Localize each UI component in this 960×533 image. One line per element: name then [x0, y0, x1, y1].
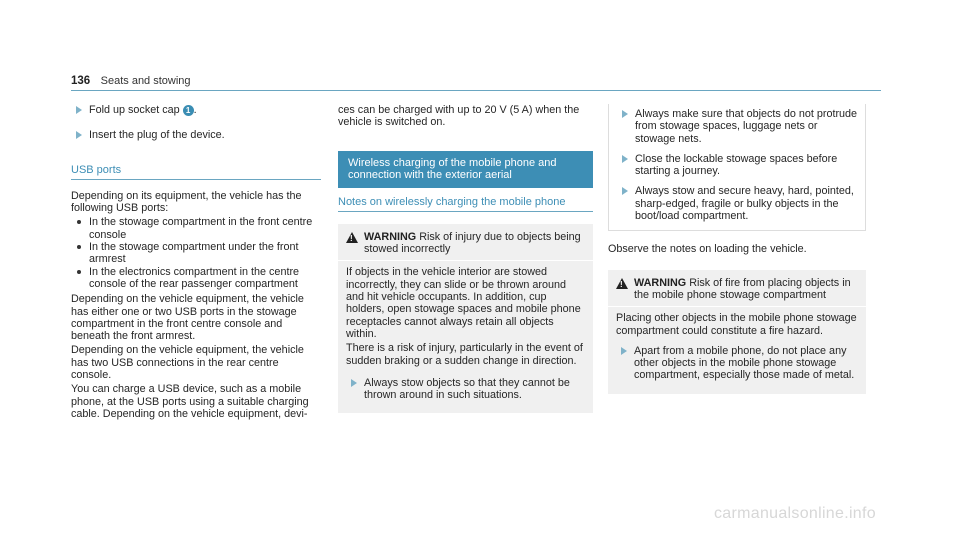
usb-ports-heading: USB ports — [71, 164, 321, 180]
warning-para-1: If objects in the vehicle interior are stowed incorrectly, they can slide or be thrown around and hit vehicle occupants. In addition, cup holders, open stowage spaces and mobile phone receptacles cannot always retain all objects within. — [346, 266, 581, 340]
warning-step: Always stow and secure heavy, hard, pointed, sharp-edged, fragile or bulky objects in the boot/load compartment. — [617, 185, 859, 222]
bullet-item: In the electronics compartment in the centre console of the rear passenger compartment — [71, 266, 321, 291]
step-text: Fold up socket cap — [89, 104, 180, 116]
warning-title: Risk of injury due to objects being stowed incorrectly — [364, 230, 581, 256]
section-title: Seats and stowing — [100, 75, 191, 87]
usb-para-3: Depending on the vehicle equipment, the vehicle has two USB connections in the rear centre console. — [71, 344, 304, 382]
warning-step: Always make sure that objects do not protrude from stowage spaces, luggage nets or stowage nets. — [617, 108, 859, 145]
usb-para-4: You can charge a USB device, such as a mobile phone, at the USB ports using a suitable charging cable. Depending on the vehicle equipment, devi- — [71, 383, 309, 420]
warning-header — [338, 224, 593, 262]
warning-box-fire — [608, 270, 866, 394]
warning-step: Apart from a mobile phone, do not place any other objects in the mobile phone stowage compartment, especially those made of metal. — [616, 345, 860, 382]
warning-title: Risk of fire from placing objects in the mobile phone stowage compartment — [634, 276, 851, 301]
warning-box-injury — [338, 224, 593, 414]
step-fold-cap — [71, 104, 321, 116]
bullet-item: In the stowage compartment in the front centre console — [71, 216, 321, 241]
usb-para-2: Depending on the vehicle equipment, the vehicle has either one or two USB ports in the stowage compartment in the front centre console and beneath the front armrest. — [71, 293, 304, 343]
warning-label: WARNING — [634, 276, 687, 289]
warning-step: Always stow objects so that they cannot be thrown around in such situations. — [346, 377, 587, 402]
page-number: 136 — [71, 75, 91, 87]
warning-body — [608, 307, 866, 393]
continued-text: ces can be charged with up to 20 V (5 A) when the vehicle is switched on. — [338, 104, 580, 129]
step-insert-plug — [71, 129, 321, 141]
warning-header — [608, 270, 866, 308]
watermark: carmanualsonline.info — [714, 505, 876, 522]
step-text: Insert the plug of the device. — [89, 129, 225, 142]
page-header — [71, 71, 881, 87]
column-right — [608, 104, 866, 402]
warning-para-2: There is a risk of injury, particularly in the event of sudden braking or a sudden change in direction. — [346, 342, 583, 367]
usb-intro: Depending on its equipment, the vehicle has the following USB ports: — [71, 189, 302, 215]
warning-continuation — [608, 104, 866, 231]
wireless-section-bar: Wireless charging of the mobile phone and connection with the exterior aerial — [338, 151, 593, 188]
warning-para-1: Placing other objects in the mobile phone stowage compartment could constitute a fire hazard. — [616, 312, 857, 337]
header-rule — [71, 90, 881, 91]
warning-label: WARNING — [364, 230, 417, 243]
callout-badge: 1 — [183, 105, 194, 116]
observe-note: Observe the notes on loading the vehicle. — [608, 243, 807, 256]
warning-icon — [616, 278, 628, 289]
column-middle — [338, 104, 593, 421]
bullet-item: In the stowage compartment under the front armrest — [71, 241, 321, 266]
warning-body — [338, 261, 593, 413]
column-left — [71, 104, 321, 422]
warning-step: Close the lockable stowage spaces before starting a journey. — [617, 153, 859, 178]
warning-icon — [346, 232, 358, 243]
step-tail: . — [193, 104, 197, 116]
notes-heading: Notes on wirelessly charging the mobile phone — [338, 196, 593, 212]
